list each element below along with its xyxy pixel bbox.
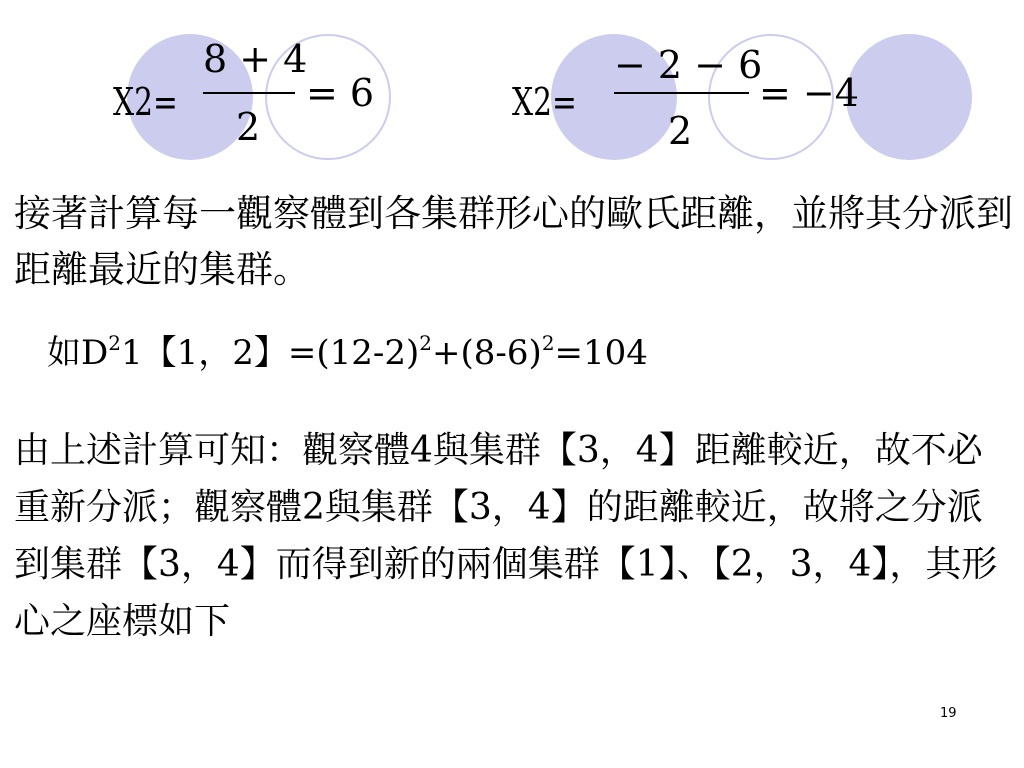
example-middle: 1【1，2】=(12-2) <box>121 333 420 373</box>
example-superscript: 2 <box>108 331 121 355</box>
example-result: =104 <box>554 333 648 373</box>
decorative-circle-filled <box>846 34 972 160</box>
page-number: 19 <box>940 706 957 721</box>
example-plus: +(8-6) <box>432 333 542 373</box>
fraction-bar <box>614 92 749 94</box>
formula-denominator: 2 <box>668 109 693 153</box>
formula-result: = −4 <box>759 71 859 115</box>
paragraph-distance-intro: 接著計算每一觀察體到各集群形心的歐氏距離，並將其分派到距離最近的集群。 <box>14 192 1013 291</box>
formula-numerator: − 2 − 6 <box>614 43 763 87</box>
formula-numerator: 8 + 4 <box>203 37 308 81</box>
paragraph-reassignment: 由上述計算可知：觀察體4與集群【3，4】距離較近，故不必重新分派；觀察體2與集群【3，4】的距離較近，故將之分派到集群【3，4】而得到新的兩個集群【1】、【2，3，4】，其形心之座標如下 <box>14 430 998 642</box>
formula-result: = 6 <box>306 71 375 115</box>
example-prefix: 如D <box>47 333 109 373</box>
example-superscript: 2 <box>541 331 555 355</box>
formula-denominator: 2 <box>236 105 261 149</box>
example-superscript: 2 <box>419 331 433 355</box>
formula-lhs: X2= <box>512 80 577 124</box>
distance-example <box>47 331 648 373</box>
fraction-bar <box>203 92 295 94</box>
formula-lhs: X2= <box>113 80 178 124</box>
